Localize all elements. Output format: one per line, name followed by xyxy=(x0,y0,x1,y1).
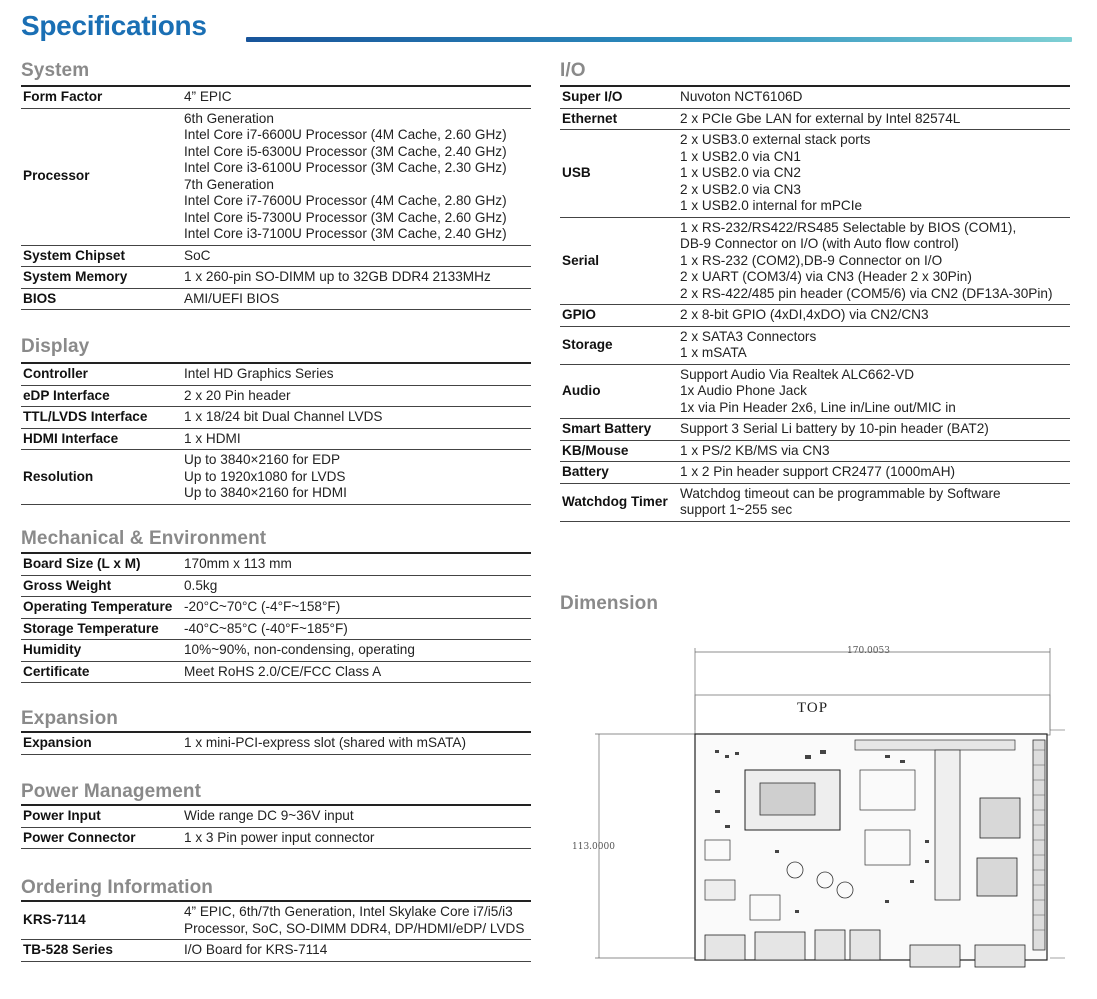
board-drawing-svg xyxy=(565,640,1075,985)
spec-row xyxy=(21,640,531,662)
spec-value-line: 1 x USB2.0 via CN2 xyxy=(680,165,801,180)
spec-value-line: -40°C~85°C (-40°F~185°F) xyxy=(184,620,348,636)
spec-row xyxy=(21,86,531,108)
spec-key: Power Connector xyxy=(23,829,136,845)
section-heading-system: System xyxy=(21,60,90,81)
spec-key: HDMI Interface xyxy=(23,430,119,446)
spec-row xyxy=(21,428,531,450)
title-rule xyxy=(246,37,1072,42)
spec-value xyxy=(680,364,1070,419)
spec-value-line: Meet RoHS 2.0/CE/FCC Class A xyxy=(184,663,382,679)
spec-row xyxy=(560,483,1070,521)
spec-value-line: Intel Core i5-7300U Processor (3M Cache, 2.60 GHz) xyxy=(184,209,507,225)
spec-row xyxy=(560,217,1070,305)
spec-key: System Memory xyxy=(23,269,128,284)
spec-row xyxy=(21,553,531,575)
spec-row xyxy=(21,940,531,962)
spec-row xyxy=(21,575,531,597)
spec-value-line: 1 x mSATA xyxy=(680,345,747,360)
spec-value-line: SoC xyxy=(184,247,211,263)
spec-row xyxy=(21,732,531,754)
spec-value xyxy=(184,407,531,429)
spec-value-line: 2 x USB3.0 external stack ports xyxy=(680,132,871,147)
display-table xyxy=(21,362,531,505)
spec-value xyxy=(680,419,1070,441)
spec-key: Power Input xyxy=(23,808,101,823)
spec-row xyxy=(21,597,531,619)
spec-value xyxy=(184,363,531,385)
width-dimension-label: 170.0053 xyxy=(847,646,890,656)
spec-row xyxy=(21,407,531,429)
spec-key: Storage Temperature xyxy=(23,620,159,636)
spec-key: Form Factor xyxy=(23,89,103,104)
spec-key: Humidity xyxy=(23,642,82,657)
spec-value-line: 1 x 3 Pin power input connector xyxy=(184,829,375,845)
section-heading-expansion: Expansion xyxy=(21,708,118,729)
spec-key: Expansion xyxy=(23,735,92,750)
spec-value xyxy=(184,618,531,640)
spec-value-line: Intel Core i7-7600U Processor (4M Cache, 2.80 GHz) xyxy=(184,193,507,208)
spec-value-line: 1 x 18/24 bit Dual Channel LVDS xyxy=(184,409,383,424)
spec-value-line: 1 x USB2.0 via CN1 xyxy=(680,148,801,164)
spec-row xyxy=(560,326,1070,364)
spec-key: eDP Interface xyxy=(23,387,110,403)
section-heading-mechanical: Mechanical & Environment xyxy=(21,528,267,549)
spec-row xyxy=(21,450,531,505)
spec-value xyxy=(680,483,1070,521)
spec-value-line: 6th Generation xyxy=(184,110,274,126)
spec-value xyxy=(680,440,1070,462)
spec-key: Audio xyxy=(562,383,601,398)
spec-value-line: 1 x RS-232/RS422/RS485 Selectable by BIOS (COM1), xyxy=(680,219,1017,235)
spec-value xyxy=(184,661,531,683)
spec-key: Watchdog Timer xyxy=(562,493,668,509)
spec-value-line: Intel Core i3-7100U Processor (3M Cache, 2.40 GHz) xyxy=(184,226,507,241)
system-table xyxy=(21,85,531,310)
spec-value xyxy=(184,288,531,310)
spec-value xyxy=(184,732,531,754)
spec-key: Controller xyxy=(23,366,88,381)
spec-value-line: Support Audio Via Realtek ALC662-VD xyxy=(680,366,915,382)
spec-key: System Chipset xyxy=(23,247,125,263)
spec-value-line: 1 x HDMI xyxy=(184,430,241,446)
spec-value-line: Wide range DC 9~36V input xyxy=(184,808,354,823)
spec-row xyxy=(21,805,531,827)
spec-key: Operating Temperature xyxy=(23,599,173,614)
spec-row xyxy=(21,267,531,289)
expansion-table xyxy=(21,731,531,755)
spec-value xyxy=(184,901,531,940)
spec-value-line: Up to 3840×2160 for HDMI xyxy=(184,485,347,500)
spec-value-line: 10%~90%, non-condensing, operating xyxy=(184,642,415,657)
spec-value xyxy=(184,450,531,505)
spec-value-line: 1 x 260-pin SO-DIMM up to 32GB DDR4 2133MHz xyxy=(184,269,491,284)
section-heading-power: Power Management xyxy=(21,781,202,802)
spec-key: Processor xyxy=(23,168,90,184)
spec-row xyxy=(21,827,531,849)
spec-value-line: 1 x 2 Pin header support CR2477 (1000mAH) xyxy=(680,464,956,479)
spec-value xyxy=(680,86,1070,108)
spec-value xyxy=(184,940,531,962)
spec-key: KRS-7114 xyxy=(23,912,86,928)
spec-value xyxy=(184,86,531,108)
spec-value-line: 1x Audio Phone Jack xyxy=(680,383,807,398)
spec-value xyxy=(184,827,531,849)
spec-value xyxy=(680,130,1070,218)
spec-value-line: Nuvoton NCT6106D xyxy=(680,89,803,104)
spec-key: Super I/O xyxy=(562,89,623,104)
spec-value xyxy=(184,597,531,619)
spec-value xyxy=(680,305,1070,327)
spec-value-line: 1 x USB2.0 internal for mPCIe xyxy=(680,198,863,213)
spec-value-line: 7th Generation xyxy=(184,176,274,192)
mechanical-table xyxy=(21,552,531,683)
ordering-table xyxy=(21,900,531,962)
spec-key: Resolution xyxy=(23,468,94,484)
spec-value xyxy=(680,326,1070,364)
spec-row xyxy=(560,130,1070,218)
spec-row xyxy=(560,305,1070,327)
spec-row xyxy=(21,363,531,385)
spec-value xyxy=(184,640,531,662)
spec-key: Board Size (L x M) xyxy=(23,556,141,571)
spec-value-line: 2 x PCIe Gbe LAN for external by Intel 82574L xyxy=(680,110,961,126)
spec-row xyxy=(21,901,531,940)
spec-value xyxy=(184,428,531,450)
spec-key: USB xyxy=(562,165,591,180)
spec-row xyxy=(560,462,1070,484)
height-dimension-label: 113.0000 xyxy=(572,842,615,852)
spec-row xyxy=(560,419,1070,441)
spec-value-line: Intel Core i7-6600U Processor (4M Cache, 2.60 GHz) xyxy=(184,127,507,142)
spec-value-line: 2 x RS-422/485 pin header (COM5/6) via CN2 (DF13A-30Pin) xyxy=(680,285,1053,301)
spec-key: Gross Weight xyxy=(23,577,112,593)
spec-value xyxy=(184,108,531,245)
section-heading-dimension: Dimension xyxy=(560,593,659,614)
spec-value-line: Intel Core i3-6100U Processor (3M Cache, 2.30 GHz) xyxy=(184,160,507,175)
spec-value xyxy=(184,385,531,407)
spec-value-line: Intel Core i5-6300U Processor (3M Cache, 2.40 GHz) xyxy=(184,143,507,159)
spec-row xyxy=(21,245,531,267)
spec-value xyxy=(680,462,1070,484)
spec-value-line: 2 x USB2.0 via CN3 xyxy=(680,181,801,197)
spec-value-line: Support 3 Serial Li battery by 10-pin header (BAT2) xyxy=(680,421,989,436)
spec-key: Ethernet xyxy=(562,110,618,126)
section-heading-io: I/O xyxy=(560,60,586,81)
spec-row xyxy=(560,86,1070,108)
spec-key: TB-528 Series xyxy=(23,942,113,957)
spec-row xyxy=(21,288,531,310)
spec-key: Certificate xyxy=(23,663,90,679)
spec-value-line: Intel HD Graphics Series xyxy=(184,366,334,381)
spec-value-line: 4” EPIC xyxy=(184,89,232,104)
spec-row xyxy=(21,618,531,640)
spec-value-line: Watchdog timeout can be programmable by Software xyxy=(680,485,1001,501)
spec-value-line: 2 x 20 Pin header xyxy=(184,387,291,403)
spec-value-line: 170mm x 113 mm xyxy=(184,556,292,571)
spec-value-line: -20°C~70°C (-4°F~158°F) xyxy=(184,599,341,614)
spec-value-line: DB-9 Connector on I/O (with Auto flow control) xyxy=(680,236,959,251)
spec-value-line: I/O Board for KRS-7114 xyxy=(184,942,328,957)
spec-value-line: 2 x SATA3 Connectors xyxy=(680,328,817,344)
spec-row xyxy=(560,364,1070,419)
spec-key: Serial xyxy=(562,252,600,268)
spec-value-line: 0.5kg xyxy=(184,577,218,593)
dimension-drawing xyxy=(565,640,1075,985)
top-view-label: TOP xyxy=(797,700,829,716)
spec-value xyxy=(184,805,531,827)
spec-value xyxy=(184,575,531,597)
spec-key: GPIO xyxy=(562,307,596,322)
spec-value-line: 2 x UART (COM3/4) via CN3 (Header 2 x 30Pin) xyxy=(680,269,972,284)
spec-value-line: AMI/UEFI BIOS xyxy=(184,290,280,306)
spec-value-line: 1 x RS-232 (COM2),DB-9 Connector on I/O xyxy=(680,252,943,268)
spec-value-line: 2 x 8-bit GPIO (4xDI,4xDO) via CN2/CN3 xyxy=(680,307,929,322)
spec-row xyxy=(21,661,531,683)
spec-value-line: support 1~255 sec xyxy=(680,502,793,517)
spec-value-line: 1 x mini-PCI-express slot (shared with mSATA) xyxy=(184,735,467,750)
spec-row xyxy=(560,440,1070,462)
spec-value xyxy=(184,245,531,267)
spec-value-line: 4” EPIC, 6th/7th Generation, Intel Skylake Core i7/i5/i3 Processor, SoC, SO-DIMM DDR4, DP/HDMI/eDP/ LVDS xyxy=(184,904,525,936)
page-title: Specifications xyxy=(21,10,207,41)
spec-row xyxy=(560,108,1070,130)
section-heading-ordering: Ordering Information xyxy=(21,877,213,898)
spec-value-line: Up to 3840×2160 for EDP xyxy=(184,452,341,467)
io-table xyxy=(560,85,1070,522)
spec-value xyxy=(184,267,531,289)
spec-key: BIOS xyxy=(23,290,57,306)
spec-value xyxy=(680,108,1070,130)
spec-value xyxy=(680,217,1070,305)
spec-row xyxy=(21,385,531,407)
spec-key: Battery xyxy=(562,464,609,479)
spec-key: TTL/LVDS Interface xyxy=(23,409,148,424)
spec-key: KB/Mouse xyxy=(562,442,629,458)
section-heading-display: Display xyxy=(21,336,90,357)
spec-row xyxy=(21,108,531,245)
spec-value-line: 1x via Pin Header 2x6, Line in/Line out/MIC in xyxy=(680,399,956,415)
spec-key: Storage xyxy=(562,336,613,352)
spec-value-line: Up to 1920x1080 for LVDS xyxy=(184,468,346,484)
power-table xyxy=(21,804,531,849)
spec-key: Smart Battery xyxy=(562,421,652,436)
spec-value xyxy=(184,553,531,575)
spec-value-line: 1 x PS/2 KB/MS via CN3 xyxy=(680,442,830,458)
